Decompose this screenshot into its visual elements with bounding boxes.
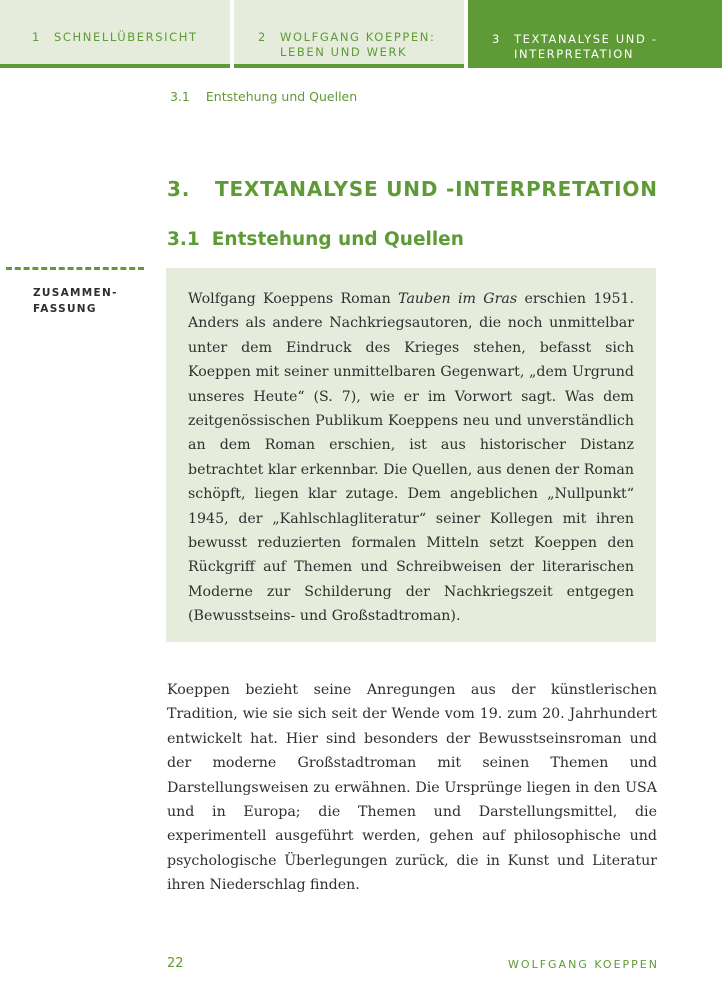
tab-textanalyse-active[interactable] bbox=[468, 0, 722, 68]
chapter-heading bbox=[167, 177, 658, 201]
tab-label: SCHNELLÜBERSICHT bbox=[54, 30, 198, 44]
body-paragraph: Koeppen bezieht seine Anregungen aus der künstlerischen Tradition, wie sie sich seit der Wende vom 19. zum 20. Jahrhundert entwickelt hat. Hier sind besonders der Bewusstseinsroman und der moderne Großstadtroman mit seinen Themen und Darstellungsweisen zu erwähnen. Die Ursprünge liegen in den USA und in Europa; die Themen und Darstellungsmittel, die experimentell ausgeführt werden, gehen auf philosophische und psychologische Überlegungen zurück, die in Kunst und Literatur ihren Niederschlag finden. bbox=[167, 682, 657, 894]
summary-text-start: Wolfgang Koeppens Roman bbox=[188, 291, 399, 307]
summary-side-label-text: ZUSAMMEN-FASSUNG bbox=[33, 287, 118, 315]
chapter-number: 3. bbox=[167, 177, 191, 201]
running-header-number: 3.1 bbox=[170, 89, 190, 104]
body-text bbox=[167, 678, 657, 898]
running-header-title: Entstehung und Quellen bbox=[205, 89, 358, 104]
chapter-tabs bbox=[0, 0, 722, 68]
running-header bbox=[170, 89, 357, 104]
summary-text-rest: erschien 1951. Anders als andere Nachkriegsautoren, die noch unmittelbar unter dem Eindruck des Krieges stehen, befasst sich Koeppen mit seiner unmittelbaren Gegenwart, „dem Urgrund unseres Heute“ (S. 7), wie er im Vorwort sagt. Was dem zeitgenössischen Publikum Koeppens neu und unverständlich an dem Roman erschien, ist aus historischer Distanz betrachtet klar erkennbar. Die Quellen, aus denen der Roman schöpft, liegen klar zutage. Dem angeblichen „Nullpunkt“ 1945, der „Kahlschlagliteratur“ seiner Kollegen mit ihren bewusst reduzierten formalen Mitteln setzt Koeppen den Rückgriff auf Themen und Schreibweisen der literarischen Moderne zur Schilderung der Nachkriegszeit entgegen (Bewusstseins- und Großstadtroman). bbox=[188, 291, 635, 625]
tab-number: 2 bbox=[258, 30, 267, 44]
chapter-title: TEXTANALYSE UND -INTERPRETATION bbox=[215, 177, 658, 201]
summary-side-label bbox=[33, 285, 143, 317]
section-number: 3.1 bbox=[167, 229, 200, 250]
section-heading bbox=[167, 229, 464, 250]
section-title: Entstehung und Quellen bbox=[211, 229, 464, 250]
tab-label: WOLFGANG KOEPPEN: LEBEN UND WERK bbox=[280, 30, 436, 59]
summary-paragraph bbox=[188, 287, 634, 629]
running-footer-title: WOLFGANG KOEPPEN bbox=[508, 958, 659, 971]
tab-leben-und-werk[interactable] bbox=[234, 0, 464, 68]
page-number: 22 bbox=[167, 956, 184, 971]
dashed-divider bbox=[6, 267, 144, 270]
summary-box bbox=[166, 268, 656, 642]
tab-number: 1 bbox=[32, 30, 41, 44]
novel-title: Tauben im Gras bbox=[398, 291, 518, 307]
tab-number: 3 bbox=[492, 32, 501, 46]
tab-schnelluebersicht[interactable] bbox=[0, 0, 230, 68]
tab-label: TEXTANALYSE UND -INTERPRETATION bbox=[514, 32, 658, 61]
